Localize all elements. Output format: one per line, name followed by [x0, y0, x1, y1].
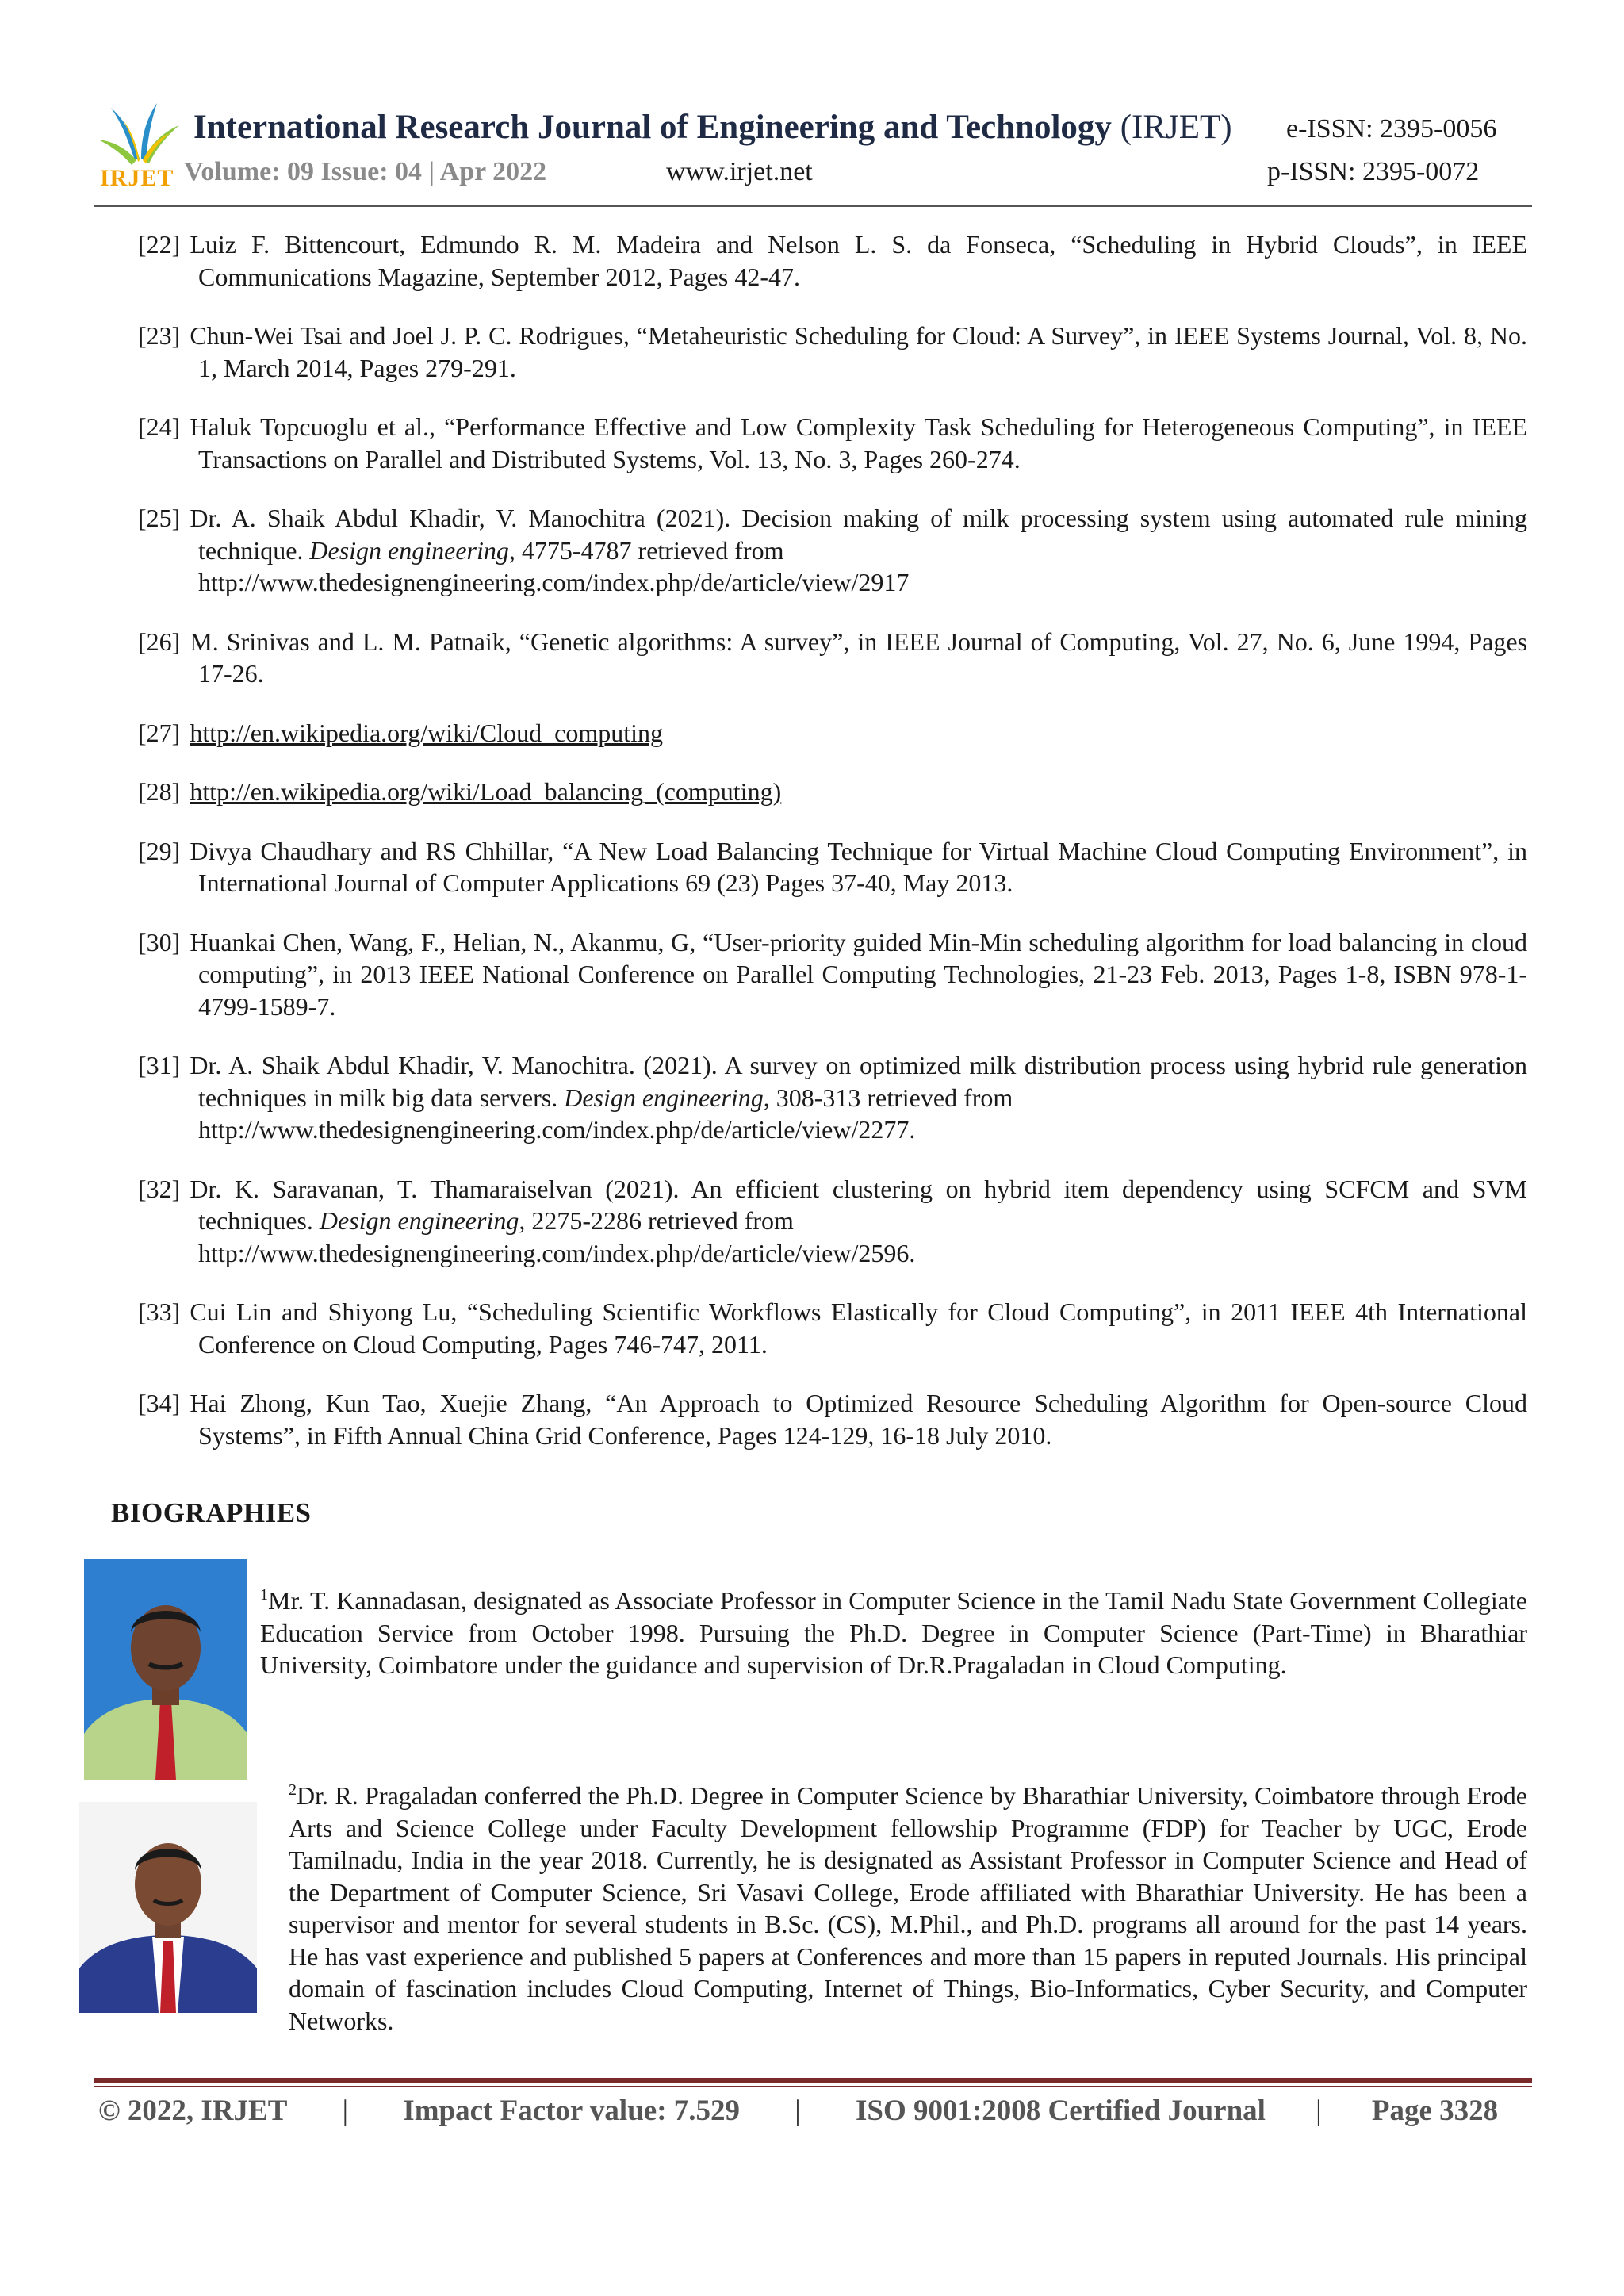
- ref-text: Dr. A. Shaik Abdul Khadir, V. Manochitra (2021). Decision making of milk processing system using automated rule mining technique.: [190, 504, 1527, 565]
- footer-iso: ISO 9001:2008 Certified Journal: [855, 2095, 1266, 2127]
- e-issn: e-ISSN: 2395-0056: [1286, 114, 1497, 144]
- ref-number: [31]: [138, 1051, 181, 1079]
- ref-journal: Design engineering: [309, 535, 509, 565]
- ref-retrieval: , 308-313 retrieved from: [763, 1083, 1013, 1112]
- reference-24: [138, 411, 1527, 475]
- ref-text: Luiz F. Bittencourt, Edmundo R. M. Madeira and Nelson L. S. da Fonseca, “Scheduling in Hybrid Clouds”, in IEEE Communications Magazine, September 2012, Pages 42-47.: [190, 230, 1527, 291]
- ref-number: [30]: [138, 927, 181, 956]
- ref-journal: Design engineering: [319, 1206, 519, 1235]
- ref-url[interactable]: http://www.thedesignengineering.com/index.php/de/article/view/2917: [198, 568, 910, 596]
- ref-text: Haluk Topcuoglu et al., “Performance Effective and Low Complexity Task Scheduling for Heterogeneous Computing”, in IEEE Transactions on Parallel and Distributed Systems, Vol. 13, No. 3, Pages 260-274.: [190, 412, 1527, 473]
- ref-number: [22]: [138, 230, 181, 259]
- ref-number: [33]: [138, 1297, 181, 1326]
- reference-31: [138, 1049, 1527, 1146]
- volume-issue: Volume: 09 Issue: 04 | Apr 2022: [184, 157, 547, 186]
- logo-text: IRJET: [100, 165, 174, 191]
- reference-25: [138, 502, 1527, 599]
- ref-url[interactable]: http://www.thedesignengineering.com/index.php/de/article/view/2277.: [198, 1115, 916, 1144]
- biography-1: [260, 1585, 1527, 1681]
- ref-number: [32]: [138, 1174, 181, 1203]
- website[interactable]: www.irjet.net: [666, 157, 813, 186]
- reference-22: [138, 228, 1527, 293]
- ref-number: [28]: [138, 777, 181, 806]
- ref-text: Divya Chaudhary and RS Chhillar, “A New Load Balancing Technique for Virtual Machine Cloud Computing Environment”, in International Journal of Computer Applications 69 (23) Pages 37-40, May 2013.: [190, 836, 1527, 897]
- author-photo-kannadasan: [84, 1559, 247, 1780]
- footer-divider-thick: [94, 2078, 1532, 2083]
- ref-journal: Design engineering: [564, 1083, 764, 1112]
- ref-text: Chun-Wei Tsai and Joel J. P. C. Rodrigues, “Metaheuristic Scheduling for Cloud: A Survey”, in IEEE Systems Journal, Vol. 8, No. 1, March 2014, Pages 279-291.: [190, 321, 1527, 382]
- ref-text: M. Srinivas and L. M. Patnaik, “Genetic algorithms: A survey”, in IEEE Journal of Computing, Vol. 27, No. 6, June 1994, Pages 17-26.: [190, 627, 1527, 688]
- reference-23: [138, 320, 1527, 384]
- footer-separator: |: [1316, 2095, 1322, 2127]
- ref-text: Dr. K. Saravanan, T. Thamaraiselvan (2021). An efficient clustering on hybrid item dependency using SCFCM and SVM techniques.: [190, 1174, 1527, 1235]
- ref-number: [27]: [138, 718, 181, 747]
- ref-retrieval: , 4775-4787 retrieved from: [508, 535, 784, 565]
- page-footer: [98, 2094, 1526, 2128]
- ref-text: Dr. A. Shaik Abdul Khadir, V. Manochitra. (2021). A survey on optimized milk distribution process using hybrid rule generation techniques in milk big data servers.: [190, 1051, 1527, 1112]
- reference-29: [138, 835, 1527, 899]
- portrait-image: [79, 1802, 257, 2013]
- ref-number: [29]: [138, 836, 181, 865]
- reference-27: [138, 717, 1527, 749]
- reference-28: [138, 776, 1527, 808]
- portrait-image: [84, 1559, 247, 1780]
- biography-2: [289, 1780, 1527, 2037]
- ref-retrieval: , 2275-2286 retrieved from: [519, 1206, 794, 1235]
- bio-text: Dr. R. Pragaladan conferred the Ph.D. Degree in Computer Science by Bharathiar University, Coimbatore through Erode Arts and Science College under Faculty Development fellowship Programme (FDP) for Teacher by UGC, Erode Tamilnadu, India in the year 2018. Currently, he is designated as Assistant Professor in Computer Science and Head of the Department of Computer Science, Sri Vasavi College, Erode affiliated with Bharathiar University. He has been a supervisor and mentor for several students in B.Sc. (CS), M.Phil., and Ph.D. programs all around for the past 14 years. He has vast experience and published 5 papers at Conferences and more than 15 papers in reputed Journals. His principal domain of fascination includes Cloud Computing, Internet of Things, Bio-Informatics, Cyber Security, and Computer Networks.: [289, 1781, 1527, 2035]
- ref-number: [26]: [138, 627, 181, 656]
- ref-url[interactable]: http://www.thedesignengineering.com/index.php/de/article/view/2596.: [198, 1238, 916, 1267]
- author-photo-pragaladan: [79, 1802, 257, 2013]
- biographies-heading: BIOGRAPHIES: [111, 1497, 312, 1528]
- bio-superscript: 2: [289, 1781, 297, 1799]
- footer-separator: |: [795, 2095, 801, 2127]
- footer-impact-factor: Impact Factor value: 7.529: [403, 2095, 741, 2127]
- reference-list: [138, 228, 1527, 1478]
- ref-number: [23]: [138, 321, 181, 350]
- ref-link-load-balancing[interactable]: http://en.wikipedia.org/wiki/Load_balancing_(computing): [190, 777, 782, 806]
- ref-text: Huankai Chen, Wang, F., Helian, N., Akanmu, G, “User-priority guided Min-Min scheduling algorithm for load balancing in cloud computing”, in 2013 IEEE National Conference on Parallel Computing Technologies, 21-23 Feb. 2013, Pages 1-8, ISBN 978-1-4799-1589-7.: [190, 927, 1527, 1021]
- journal-abbr: (IRJET): [1120, 109, 1232, 146]
- ref-link-cloud-computing[interactable]: http://en.wikipedia.org/wiki/Cloud_computing: [190, 718, 664, 747]
- irjet-logo: [94, 97, 186, 192]
- ref-number: [24]: [138, 412, 181, 441]
- footer-page-number: Page 3328: [1371, 2095, 1499, 2127]
- footer-copyright: © 2022, IRJET: [98, 2095, 288, 2127]
- p-issn: p-ISSN: 2395-0072: [1267, 157, 1480, 186]
- reference-34: [138, 1387, 1527, 1451]
- reference-26: [138, 626, 1527, 690]
- footer-divider-thin: [94, 2086, 1532, 2087]
- ref-text: Hai Zhong, Kun Tao, Xuejie Zhang, “An Approach to Optimized Resource Scheduling Algorithm for Open-source Cloud Systems”, in Fifth Annual China Grid Conference, Pages 124-129, 16-18 July 2010.: [190, 1389, 1527, 1450]
- bio-text: Mr. T. Kannadasan, designated as Associate Professor in Computer Science in the Tamil Nadu State Government Collegiate Education Service from October 1998. Pursuing the Ph.D. Degree in Computer Science (Part-Time) in Bharathiar University, Coimbatore under the guidance and supervision of Dr.R.Pragaladan in Cloud Computing.: [260, 1586, 1527, 1679]
- reference-32: [138, 1173, 1527, 1270]
- ref-number: [25]: [138, 504, 181, 532]
- footer-separator: |: [342, 2095, 349, 2127]
- reference-33: [138, 1296, 1527, 1360]
- journal-title: [193, 108, 1232, 147]
- ref-text: Cui Lin and Shiyong Lu, “Scheduling Scientific Workflows Elastically for Cloud Computing”, in 2011 IEEE 4th International Conference on Cloud Computing, Pages 746-747, 2011.: [190, 1297, 1527, 1359]
- ref-number: [34]: [138, 1389, 181, 1417]
- bio-superscript: 1: [260, 1586, 268, 1604]
- header-divider: [94, 205, 1532, 207]
- journal-name: International Research Journal of Engineering and Technology: [193, 109, 1112, 146]
- reference-30: [138, 926, 1527, 1023]
